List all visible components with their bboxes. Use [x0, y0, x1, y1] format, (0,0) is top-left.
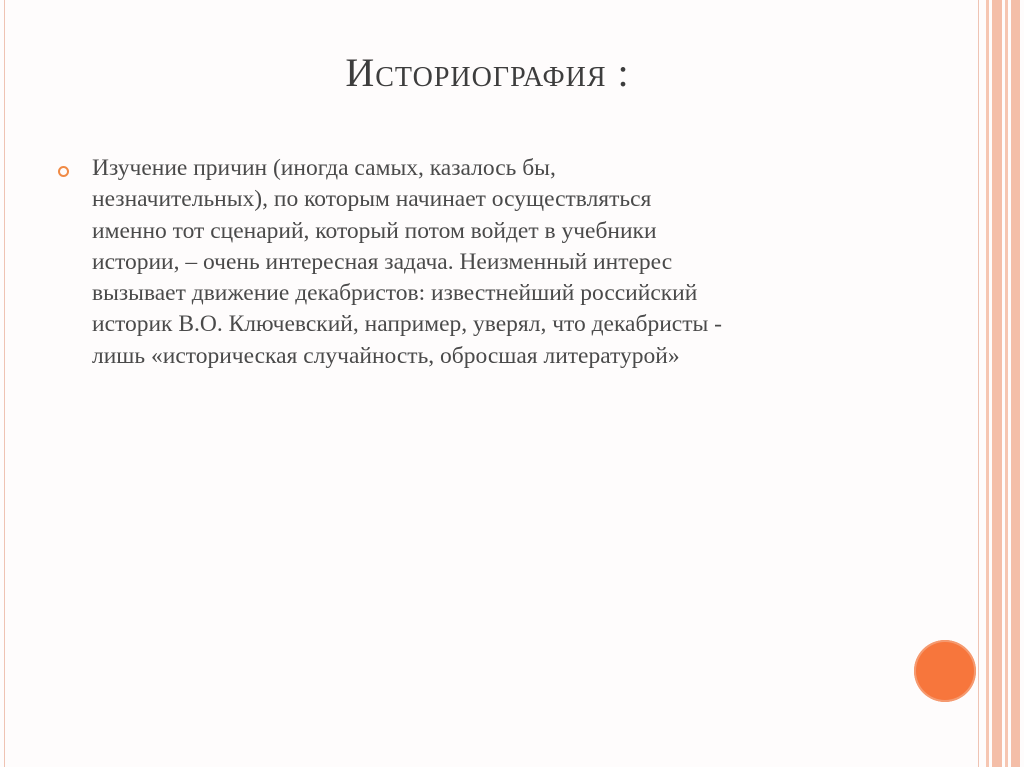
- decorative-stripe: [1011, 0, 1020, 767]
- bullet-circle-icon: [58, 166, 69, 177]
- slide-frame: [4, 0, 979, 767]
- decorative-stripe: [992, 0, 1002, 767]
- slide-title: Историография :: [345, 50, 630, 95]
- decorative-stripe: [986, 0, 989, 767]
- decorative-stripe: [1005, 0, 1008, 767]
- decorative-circle: [914, 640, 976, 702]
- bullet-text: Изучение причин (иногда самых, казалось бы, незначительных), по которым начинает осуществляться именно тот сценарий, который потом войдет в учебники истории, – очень интересная задача. Неизменный интерес вызывает движение декабристов: известнейший российский историк В.О. Ключевский, например, уверял, что декабристы - лишь «историческая случайность, обросшая литературой»: [92, 155, 722, 369]
